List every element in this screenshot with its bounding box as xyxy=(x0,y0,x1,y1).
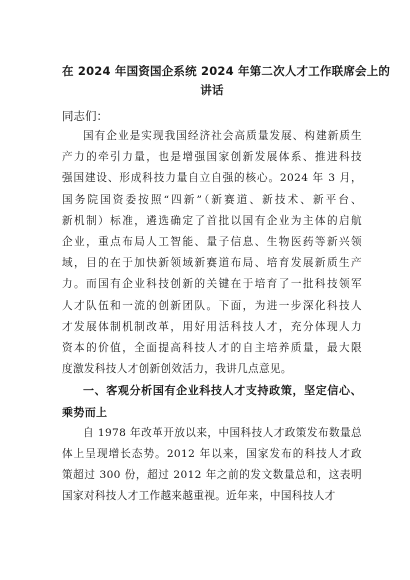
text-line: 域，目的在于加快新领域新赛道布局、培育发展新质生产 xyxy=(62,257,362,270)
text-line: 体上呈现增长态势。2012 年以来，国家发布的科技人才政 xyxy=(62,448,362,461)
heading-line: 一、客观分析国有企业科技人才支持政策，坚定信心、 xyxy=(83,384,362,398)
document-title xyxy=(62,62,391,100)
body-paragraph xyxy=(62,423,362,508)
text-line: 国家对科技人才工作越来越重视。近年来，中国科技人才 xyxy=(62,490,336,503)
text-line: 企业，重点布局人工智能、量子信息、生物医药等新兴领 xyxy=(62,236,362,249)
salutation: 同志们： xyxy=(62,109,108,123)
body-paragraph xyxy=(62,126,362,380)
text-line: 资本的价值，全面提高科技人才的自主培养质量，最大限 xyxy=(62,342,362,355)
text-line: 强国建设、形成科技力量自立自强的核心。2024 年 3 月， xyxy=(62,172,362,185)
text-line: 力。而国有企业科技创新的关键在于培育了一批科技领军 xyxy=(62,278,362,291)
title-line: 在 2024 年国资国企系统 2024 年第二次人才工作联席会上的 xyxy=(62,64,391,78)
text-line: 国有企业是实现我国经济社会高质量发展、构建新质生 xyxy=(83,130,362,142)
text-line: 产力的牵引力量，也是增强国家创新发展体系、推进科技 xyxy=(62,151,362,164)
text-line: 新机制）标准，遴选确定了首批以国有企业为主体的启航 xyxy=(62,214,362,227)
text-line: 才发展体制机制改革，用好用活科技人才，充分体现人力 xyxy=(62,320,362,333)
text-line: 国务院国资委按照“四新”（新赛道、新技术、新平台、 xyxy=(62,193,362,206)
document-body xyxy=(62,126,362,508)
title-line: 讲话 xyxy=(200,83,224,97)
text-line: 策超过 300 份，超过 2012 年之前的发文数量总和，这表明 xyxy=(62,469,362,482)
text-line: 度激发科技人才创新创效活力，我讲几点意见。 xyxy=(62,363,292,376)
section-heading xyxy=(62,380,362,422)
heading-line: 乘势而上 xyxy=(62,405,108,419)
text-line: 人才队伍和一流的创新团队。下面，为进一步深化科技人 xyxy=(62,299,362,312)
text-line: 自 1978 年改革开放以来，中国科技人才政策发布数量总 xyxy=(83,426,362,439)
